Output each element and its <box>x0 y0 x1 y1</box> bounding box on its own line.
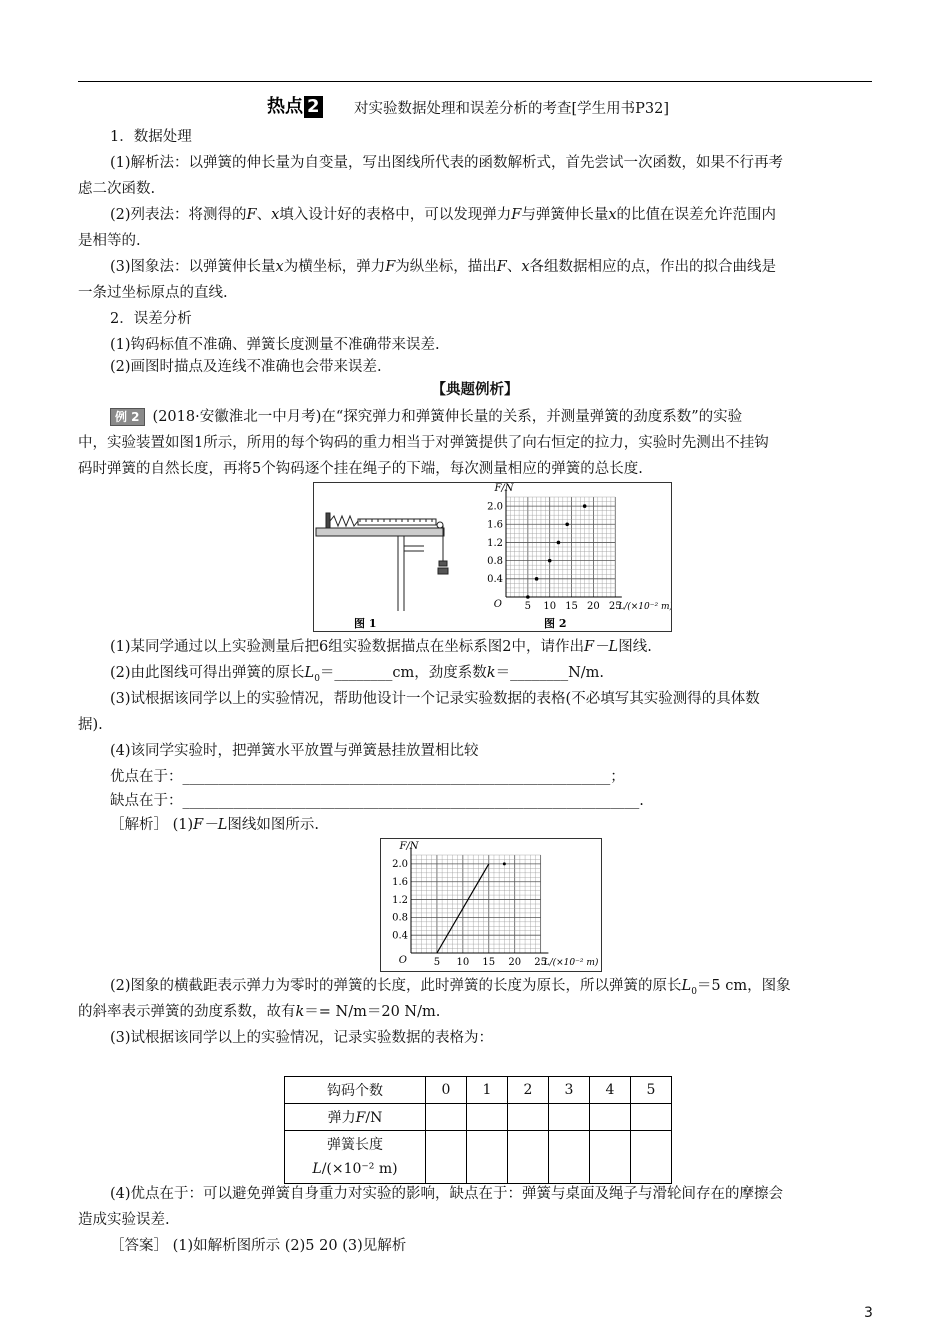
p2-line1: (2)列表法：将测得的F、x填入设计好的表格中，可以发现弹力F与弹簧伸长量x的比值在误差允许范围内 <box>110 207 777 223</box>
error-item-1: (1)钩码标值不准确、弹簧长度测量不准确带来误差. <box>110 337 440 353</box>
x-axis-label: L/(×10⁻² m) <box>543 958 599 968</box>
x-tick-label: 10 <box>456 957 470 968</box>
p3-line1: (3)图象法：以弹簧伸长量x为横坐标，弹力F为纵坐标，描出F、x各组数据相应的点，作出的拟合曲线是 <box>110 259 777 275</box>
question-3-line1: (3)试根据该同学以上的实验情况，帮助他设计一个记录实验数据的表格(不必填写其实验测得的具体数 <box>110 691 760 707</box>
error-item-2: (2)画图时描点及连线不准确也会带来误差. <box>110 359 382 375</box>
x-tick-label: 25 <box>608 601 622 612</box>
apparatus-and-chart <box>314 483 671 631</box>
table-cell <box>549 1131 590 1184</box>
solution-chart-svg <box>381 839 601 971</box>
top-rule <box>78 81 872 82</box>
heading-data-processing: 1．数据处理 <box>110 129 192 145</box>
figure-box <box>313 482 672 632</box>
table-cell: 2 <box>508 1077 549 1104</box>
data-point <box>535 577 539 581</box>
example-heading: 【典题例析】 <box>431 381 519 398</box>
answer: ［答案］ (1)如解析图所示 (2)5 20 (3)见解析 <box>110 1238 407 1254</box>
table-cell <box>549 1104 590 1131</box>
question-2: (2)由此图线可得出弹簧的原长$L_0=\_\_\_\_\_\_\_\_cm$，劲度系数k＝________N/m. <box>110 665 605 684</box>
y-tick-label: 1.6 <box>392 877 408 889</box>
x-tick-label: 20 <box>587 601 600 612</box>
page-number: 3 <box>864 1305 873 1321</box>
y-tick-label: 0.4 <box>487 574 503 586</box>
table-row <box>285 1104 672 1131</box>
x-axis-label: L/(×10⁻² m) <box>618 602 671 612</box>
example-line1: 例 2 (2018·安徽淮北一中月考)在“探究弹力和弹簧伸长量的关系，并测量弹簧的劲度系数”的实验 <box>110 407 742 427</box>
table-cell <box>508 1131 549 1184</box>
solution-2-line1: (2)图象的横截距表示弹力为零时的弹簧的长度，此时弹簧的长度为原长，所以弹簧的原长$L_0=5$ cm，图象 <box>110 978 791 997</box>
x-tick-label: 20 <box>508 957 522 968</box>
y-tick-label: 0.8 <box>392 912 408 924</box>
example-badge: 例 2 <box>110 408 145 426</box>
apparatus-drawing <box>316 513 448 611</box>
y-tick-label: 1.2 <box>392 894 408 906</box>
data-point <box>583 504 587 508</box>
advantage-blank: 优点在于：___________________________________________________________； <box>110 769 625 785</box>
x-tick-label: 5 <box>524 601 532 612</box>
table-cell: 5 <box>631 1077 672 1104</box>
table-cell: 3 <box>549 1077 590 1104</box>
section-title: 对实验数据处理和误差分析的考查[学生用书P32] <box>354 101 670 117</box>
chart-solution <box>392 841 599 968</box>
y-tick-label: 2.0 <box>392 859 408 871</box>
data-point <box>565 522 569 526</box>
table-cell: 弹簧长度 L/(×10⁻² m) <box>285 1131 426 1184</box>
y-tick-label: 0.8 <box>487 555 503 567</box>
fig1-caption: 图 1 <box>354 617 377 630</box>
table-cell <box>631 1131 672 1184</box>
disadvantage-blank: 缺点在于：_______________________________________________________________. <box>110 793 644 809</box>
solution-3: (3)试根据该同学以上的实验情况，记录实验数据的表格为： <box>110 1030 494 1046</box>
example-line3: 码时弹簧的自然长度，再将5个钩码逐个挂在绳子的下端，每次测量相应的弹簧的总长度. <box>78 461 643 477</box>
table-cell <box>426 1131 467 1184</box>
solution-4-line2: 造成实验误差. <box>78 1212 170 1228</box>
x-tick-label: 15 <box>565 601 578 612</box>
p2-line2: 是相等的. <box>78 233 141 249</box>
question-4: (4)该同学实验时，把弹簧水平放置与弹簧悬挂放置相比较 <box>110 743 479 759</box>
chart-fig2 <box>487 483 671 612</box>
fig2-caption: 图 2 <box>544 617 567 630</box>
p3-line2: 一条过坐标原点的直线. <box>78 285 228 301</box>
table-cell <box>467 1104 508 1131</box>
table-cell: 0 <box>426 1077 467 1104</box>
data-point <box>557 541 561 545</box>
y-tick-label: 1.2 <box>487 537 503 549</box>
data-point <box>548 559 552 563</box>
table-row <box>285 1077 672 1104</box>
question-1: (1)某同学通过以上实验测量后把6组实验数据描点在坐标系图2中，请作出F－L图线. <box>110 639 652 655</box>
solution-4-line1: (4)优点在于：可以避免弹簧自身重力对实验的影响，缺点在于：弹簧与桌面及绳子与滑轮间存在的摩擦会 <box>110 1186 784 1202</box>
question-3-line2: 据). <box>78 717 103 733</box>
hotspot-badge: 热点 2 <box>267 96 323 118</box>
solution-figure-box <box>380 838 602 972</box>
x-tick-label: 25 <box>534 957 547 968</box>
table-cell <box>426 1104 467 1131</box>
table-cell <box>508 1104 549 1131</box>
table-cell <box>631 1104 672 1131</box>
p1-line2: 虑二次函数. <box>78 181 156 197</box>
y-tick-label: 2.0 <box>487 501 503 513</box>
table-cell <box>590 1131 631 1184</box>
y-axis-label: F/N <box>399 841 419 852</box>
example-line2: 中，实验装置如图1所示，所用的每个钩码的重力相当于对弹簧提供了向右恒定的拉力，实验时先测出不挂钩 <box>78 435 769 451</box>
y-tick-label: 1.6 <box>487 519 503 531</box>
p1-line1: (1)解析法：以弹簧的伸长量为自变量，写出图线所代表的函数解析式，首先尝试一次函数，如果不行再考 <box>110 155 784 171</box>
x-tick-label: 15 <box>482 957 496 968</box>
table-cell: 4 <box>590 1077 631 1104</box>
origin-label: O <box>493 599 502 610</box>
data-point <box>503 862 506 865</box>
table-cell <box>467 1131 508 1184</box>
data-point <box>526 595 530 599</box>
table-cell: 弹力F/N <box>285 1104 426 1131</box>
table-cell: 钩码个数 <box>285 1077 426 1104</box>
solution-1: ［解析］ (1)F－L图线如图所示. <box>110 817 319 833</box>
y-tick-label: 0.4 <box>392 930 408 942</box>
y-axis-label: F/N <box>494 483 514 494</box>
table-row <box>285 1131 672 1184</box>
x-tick-label: 10 <box>543 601 557 612</box>
data-table <box>284 1076 672 1184</box>
solution-2-line2: 的斜率表示弹簧的劲度系数，故有k＝= N/m＝20 N/m. <box>78 1004 441 1020</box>
heading-error-analysis: 2．误差分析 <box>110 311 192 327</box>
origin-label: O <box>398 955 407 966</box>
x-tick-label: 5 <box>433 957 441 968</box>
table-cell <box>590 1104 631 1131</box>
table-cell: 1 <box>467 1077 508 1104</box>
